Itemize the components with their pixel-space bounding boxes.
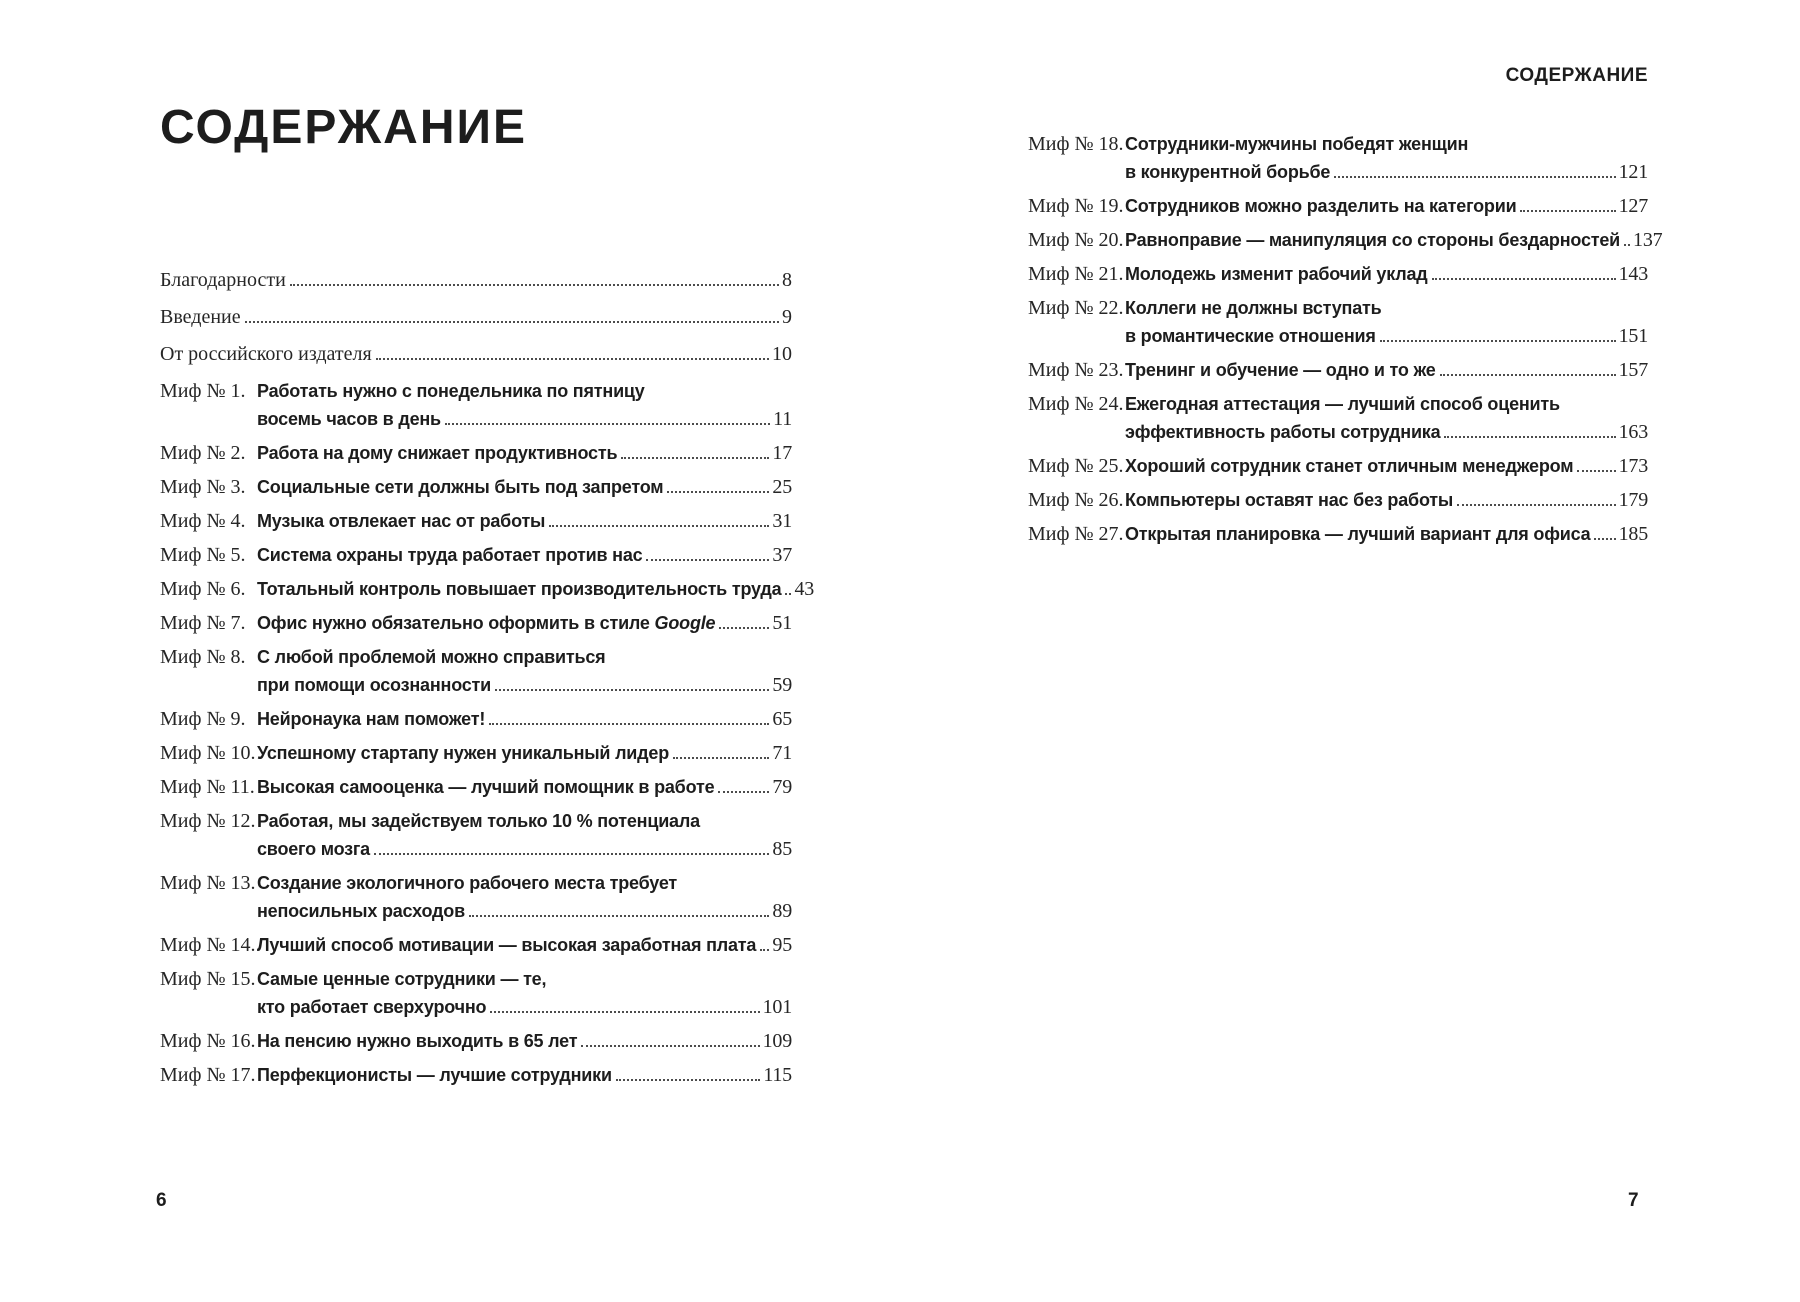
toc-entry-line bbox=[257, 507, 792, 535]
toc-entry-line bbox=[1125, 130, 1648, 158]
toc-entry-title-text: Высокая самооценка — лучший помощник в работе bbox=[257, 777, 715, 797]
toc-entry-line bbox=[257, 739, 792, 767]
toc-entry-number-label: Миф № 9. bbox=[160, 708, 246, 730]
toc-entry-number-label: Миф № 11. bbox=[160, 776, 255, 798]
toc-entry-title-text: Нейронаука нам поможет! bbox=[257, 709, 486, 729]
toc-entry-line bbox=[257, 643, 792, 671]
toc-entry-line bbox=[257, 993, 792, 1021]
running-head: СОДЕРЖАНИЕ bbox=[1505, 65, 1648, 86]
toc-entry-title-text: своего мозга bbox=[257, 839, 370, 859]
dot-leader bbox=[785, 582, 791, 595]
toc-entry bbox=[160, 965, 792, 1021]
dot-leader bbox=[581, 1034, 759, 1047]
toc-entry-title bbox=[257, 575, 815, 603]
toc-entry-line bbox=[257, 1061, 792, 1089]
toc-entry-number-label: Миф № 21. bbox=[1028, 263, 1124, 285]
toc-entry-title bbox=[1125, 486, 1648, 514]
toc-entry-page-number: 9 bbox=[782, 306, 792, 328]
toc-entry-title bbox=[257, 473, 792, 501]
toc-entry-title bbox=[1125, 520, 1648, 548]
toc-entry-number-label: Миф № 23. bbox=[1028, 359, 1124, 381]
toc-entry-title bbox=[257, 931, 792, 959]
toc-entry-title-text: Хороший сотрудник станет отличным менеджером bbox=[1125, 456, 1574, 476]
toc-entry bbox=[160, 1027, 792, 1055]
toc-entry-page-number: 59 bbox=[772, 674, 792, 696]
toc-entry bbox=[160, 609, 792, 637]
toc-entry-page-number: 8 bbox=[782, 269, 792, 291]
toc-entry bbox=[160, 931, 792, 959]
toc-entry-list-right bbox=[1028, 130, 1663, 548]
toc-entry-line bbox=[1125, 520, 1648, 548]
toc-entry-number-label: Миф № 1. bbox=[160, 380, 246, 402]
toc-entry-page-number: 10 bbox=[772, 343, 792, 365]
toc-entry-title bbox=[1125, 356, 1648, 384]
toc-entry-title-text: Благодарности bbox=[160, 269, 286, 291]
toc-entry-page-number: 109 bbox=[762, 1030, 792, 1052]
toc-entry-page-number: 37 bbox=[772, 544, 792, 566]
toc-entry-title-text: Равноправие — манипуляция со стороны бездарностей bbox=[1125, 230, 1621, 250]
toc-entry-page-number: 157 bbox=[1618, 359, 1648, 381]
toc-entry-title bbox=[257, 541, 792, 569]
toc-entry bbox=[1028, 294, 1648, 350]
toc-entry-page-number: 43 bbox=[794, 578, 815, 600]
toc-entry bbox=[160, 807, 792, 863]
toc-entry-line bbox=[1125, 192, 1648, 220]
toc-entry-title bbox=[257, 609, 792, 637]
toc-entry-page-number: 173 bbox=[1618, 455, 1648, 477]
toc-entry-page-number: 11 bbox=[773, 408, 792, 430]
toc-entry bbox=[1028, 452, 1648, 480]
toc-entry-title-text: Создание экологичного рабочего места требует bbox=[257, 873, 678, 893]
toc-entry-page-number: 95 bbox=[772, 934, 792, 956]
dot-leader bbox=[495, 678, 769, 691]
toc-entry-line bbox=[257, 773, 792, 801]
toc-entry-title bbox=[1125, 260, 1648, 288]
toc-entry-number-label: Миф № 19. bbox=[1028, 195, 1124, 217]
toc-entry-title-text: От российского издателя bbox=[160, 343, 372, 365]
toc-entry bbox=[1028, 226, 1663, 254]
toc-entry-title-text: Ежегодная аттестация — лучший способ оценить bbox=[1125, 394, 1560, 414]
toc-entry-number-label: Миф № 24. bbox=[1028, 393, 1124, 415]
dot-leader bbox=[1457, 493, 1616, 506]
toc-entry bbox=[160, 541, 792, 569]
toc-entry-number-label: Миф № 3. bbox=[160, 476, 246, 498]
toc-entry-title bbox=[257, 869, 792, 925]
toc-entry bbox=[1028, 520, 1648, 548]
toc-entry-page-number: 25 bbox=[772, 476, 792, 498]
toc-entry-number-label: Миф № 16. bbox=[160, 1030, 256, 1052]
dot-leader bbox=[290, 273, 779, 286]
toc-entry-page-number: 163 bbox=[1618, 421, 1648, 443]
dot-leader bbox=[549, 514, 769, 527]
toc-entry-line bbox=[1125, 158, 1648, 186]
toc-entry-number-label: Миф № 6. bbox=[160, 578, 246, 600]
dot-leader bbox=[616, 1068, 761, 1081]
toc-entry bbox=[1028, 486, 1648, 514]
toc-entry bbox=[160, 473, 792, 501]
toc-entry-page-number: 71 bbox=[772, 742, 792, 764]
dot-leader bbox=[1444, 425, 1615, 438]
toc-entry-line bbox=[1125, 356, 1648, 384]
toc-entry-line bbox=[1125, 294, 1648, 322]
toc-entry bbox=[160, 439, 792, 467]
toc-entry bbox=[160, 1061, 792, 1089]
toc-entry-number-label: Миф № 17. bbox=[160, 1064, 256, 1086]
toc-entry-page-number: 79 bbox=[772, 776, 792, 798]
dot-leader bbox=[1440, 363, 1616, 376]
toc-entry bbox=[1028, 356, 1648, 384]
toc-entry-title-text: при помощи осознанности bbox=[257, 675, 492, 695]
toc-entry-title bbox=[1125, 294, 1648, 350]
toc-entry-title bbox=[1125, 130, 1648, 186]
toc-entry-line bbox=[257, 869, 792, 897]
toc-entry-line bbox=[257, 377, 792, 405]
toc-entry-line bbox=[1125, 260, 1648, 288]
toc-entry-title-text: Открытая планировка — лучший вариант для офиса bbox=[1125, 524, 1591, 544]
toc-entry-title-text: Коллеги не должны вступать bbox=[1125, 298, 1382, 318]
toc-entry-title-text: На пенсию нужно выходить в 65 лет bbox=[257, 1031, 578, 1051]
dot-leader bbox=[1594, 527, 1615, 540]
dot-leader bbox=[469, 904, 769, 917]
toc-title: СОДЕРЖАНИЕ bbox=[160, 101, 527, 154]
toc-entry-title bbox=[257, 439, 792, 467]
toc-entry bbox=[160, 739, 792, 767]
toc-entry-number-label: Миф № 18. bbox=[1028, 133, 1124, 155]
dot-leader bbox=[1577, 459, 1615, 472]
dot-leader bbox=[376, 347, 769, 360]
toc-entry-title-text: Введение bbox=[160, 306, 241, 328]
toc-entry-title-text: эффективность работы сотрудника bbox=[1125, 422, 1441, 442]
toc-entry-line bbox=[257, 897, 792, 925]
toc-entry-line bbox=[160, 340, 792, 368]
toc-entry-title-text: Сотрудники-мужчины победят женщин bbox=[1125, 134, 1469, 154]
toc-entry bbox=[1028, 390, 1648, 446]
toc-entry-title bbox=[1125, 192, 1648, 220]
toc-entry-title bbox=[257, 773, 792, 801]
toc-entry-title bbox=[1125, 226, 1663, 254]
toc-entry-page-number: 31 bbox=[772, 510, 792, 532]
toc-entry-number-label: Миф № 22. bbox=[1028, 297, 1124, 319]
toc-entry-title-text: Самые ценные сотрудники — те, bbox=[257, 969, 547, 989]
dot-leader bbox=[719, 616, 769, 629]
toc-entry bbox=[160, 869, 792, 925]
toc-entry-number-label: Миф № 25. bbox=[1028, 455, 1124, 477]
toc-entry-number-label: Миф № 4. bbox=[160, 510, 246, 532]
toc-entry-title bbox=[1125, 452, 1648, 480]
toc-entry bbox=[1028, 260, 1648, 288]
dot-leader bbox=[621, 446, 769, 459]
toc-entry-number-label: Миф № 14. bbox=[160, 934, 256, 956]
toc-entry bbox=[1028, 192, 1648, 220]
toc-entry-title-text: Работая, мы задействуем только 10 % потенциала bbox=[257, 811, 700, 831]
toc-entry-number-label: Миф № 2. bbox=[160, 442, 246, 464]
toc-entry-title-text: в конкурентной борьбе bbox=[1125, 162, 1331, 182]
toc-entry-title-text: Компьютеры оставят нас без работы bbox=[1125, 490, 1454, 510]
toc-entry-page-number: 51 bbox=[772, 612, 792, 634]
toc-entry-line bbox=[1125, 418, 1648, 446]
toc-entry-title bbox=[1125, 390, 1648, 446]
dot-leader bbox=[646, 548, 769, 561]
toc-entry-line bbox=[160, 266, 792, 294]
toc-entry-title-text: в романтические отношения bbox=[1125, 326, 1376, 346]
toc-entry-title-text: Тотальный контроль повышает производительность труда bbox=[257, 579, 782, 599]
toc-entry-page-number: 137 bbox=[1633, 229, 1663, 251]
toc-entry-page-number: 17 bbox=[772, 442, 792, 464]
page-number-left: 6 bbox=[156, 1190, 167, 1211]
toc-entry-line bbox=[257, 575, 815, 603]
dot-leader bbox=[673, 746, 769, 759]
toc-entry-line bbox=[257, 705, 792, 733]
toc-entry-page-number: 115 bbox=[763, 1064, 792, 1086]
toc-entry-title-text: Сотрудников можно разделить на категории bbox=[1125, 196, 1517, 216]
toc-entry-page-number: 151 bbox=[1618, 325, 1648, 347]
dot-leader bbox=[1380, 329, 1616, 342]
toc-entry-line bbox=[257, 439, 792, 467]
toc-entry-line bbox=[257, 405, 792, 433]
toc-entry bbox=[160, 507, 792, 535]
toc-entry-line bbox=[257, 671, 792, 699]
toc-entry bbox=[160, 340, 792, 368]
dot-leader bbox=[445, 412, 770, 425]
toc-entry-line bbox=[1125, 226, 1663, 254]
toc-entry-line bbox=[1125, 390, 1648, 418]
toc-entry-line bbox=[1125, 322, 1648, 350]
toc-entry bbox=[160, 705, 792, 733]
toc-entry-title bbox=[160, 266, 792, 294]
dot-leader bbox=[489, 712, 769, 725]
toc-entry-line bbox=[257, 473, 792, 501]
toc-entry-number-label: Миф № 7. bbox=[160, 612, 246, 634]
toc-entry-page-number: 185 bbox=[1618, 523, 1648, 545]
toc-entry-number-label: Миф № 13. bbox=[160, 872, 256, 894]
left-page bbox=[160, 100, 815, 1095]
dot-leader bbox=[1520, 199, 1615, 212]
toc-entry-title-text: Молодежь изменит рабочий уклад bbox=[1125, 264, 1428, 284]
toc-entry-page-number: 65 bbox=[772, 708, 792, 730]
toc-entry-list-left bbox=[160, 266, 815, 1089]
toc-entry-number-label: Миф № 15. bbox=[160, 968, 256, 990]
page-number-right: 7 bbox=[1628, 1190, 1639, 1211]
toc-entry bbox=[160, 377, 792, 433]
dot-leader bbox=[1432, 267, 1616, 280]
toc-entry-line bbox=[257, 609, 792, 637]
right-page bbox=[1028, 64, 1663, 554]
toc-entry-title-text: восемь часов в день bbox=[257, 409, 441, 429]
toc-entry-page-number: 85 bbox=[772, 838, 792, 860]
toc-entry-title bbox=[160, 303, 792, 331]
toc-entry-page-number: 143 bbox=[1618, 263, 1648, 285]
toc-entry-title-text: кто работает сверхурочно bbox=[257, 997, 487, 1017]
toc-entry-line bbox=[160, 303, 792, 331]
toc-entry-title-text: Система охраны труда работает против нас bbox=[257, 545, 643, 565]
toc-entry-number-label: Миф № 27. bbox=[1028, 523, 1124, 545]
toc-entry-title-text: Лучший способ мотивации — высокая заработная плата bbox=[257, 935, 757, 955]
toc-entry-line bbox=[257, 807, 792, 835]
toc-entry-line bbox=[1125, 486, 1648, 514]
toc-entry-title bbox=[257, 1061, 792, 1089]
toc-entry-title-text: Музыка отвлекает нас от работы bbox=[257, 511, 546, 531]
toc-entry-page-number: 101 bbox=[762, 996, 792, 1018]
toc-entry-title bbox=[257, 965, 792, 1021]
toc-entry-number-label: Миф № 20. bbox=[1028, 229, 1124, 251]
toc-entry-number-label: Миф № 5. bbox=[160, 544, 246, 566]
toc-entry-title-text: Офис нужно обязательно оформить в стиле bbox=[257, 613, 655, 633]
toc-entry-number-label: Миф № 8. bbox=[160, 646, 246, 668]
toc-entry-title-text: Тренинг и обучение — одно и то же bbox=[1125, 360, 1436, 380]
toc-entry-line bbox=[257, 1027, 792, 1055]
dot-leader bbox=[245, 310, 779, 323]
dot-leader bbox=[1624, 233, 1630, 246]
toc-entry-page-number: 89 bbox=[772, 900, 792, 922]
toc-entry bbox=[1028, 130, 1648, 186]
toc-entry-line bbox=[257, 931, 792, 959]
dot-leader bbox=[374, 842, 769, 855]
toc-entry-line bbox=[257, 835, 792, 863]
toc-entry-title bbox=[257, 507, 792, 535]
toc-entry-title-text: Успешному стартапу нужен уникальный лидер bbox=[257, 743, 670, 763]
toc-entry-title-text: Работать нужно с понедельника по пятницу bbox=[257, 381, 645, 401]
toc-entry-line bbox=[257, 965, 792, 993]
toc-entry-title bbox=[257, 807, 792, 863]
toc-entry-title-text: Перфекционисты — лучшие сотрудники bbox=[257, 1065, 612, 1085]
toc-entry-title bbox=[257, 739, 792, 767]
toc-entry bbox=[160, 773, 792, 801]
toc-entry-title bbox=[160, 340, 792, 368]
toc-entry-number-label: Миф № 26. bbox=[1028, 489, 1124, 511]
toc-entry-page-number: 121 bbox=[1618, 161, 1648, 183]
toc-entry-title-text: Социальные сети должны быть под запретом bbox=[257, 477, 664, 497]
toc-entry-title bbox=[257, 1027, 792, 1055]
toc-entry-page-number: 127 bbox=[1618, 195, 1648, 217]
toc-entry-page-number: 179 bbox=[1618, 489, 1648, 511]
toc-entry-title bbox=[257, 643, 792, 699]
toc-entry bbox=[160, 643, 792, 699]
dot-leader bbox=[760, 938, 769, 951]
toc-entry-line bbox=[1125, 452, 1648, 480]
toc-entry-number-label: Миф № 12. bbox=[160, 810, 256, 832]
toc-entry-number-label: Миф № 10. bbox=[160, 742, 256, 764]
dot-leader bbox=[718, 780, 769, 793]
toc-entry-title bbox=[257, 705, 792, 733]
toc-entry bbox=[160, 575, 815, 603]
dot-leader bbox=[667, 480, 769, 493]
toc-entry-line bbox=[257, 541, 792, 569]
toc-entry-title-text: Работа на дому снижает продуктивность bbox=[257, 443, 618, 463]
dot-leader bbox=[490, 1000, 759, 1013]
dot-leader bbox=[1334, 165, 1615, 178]
toc-entry bbox=[160, 266, 792, 294]
toc-entry-title-text: С любой проблемой можно справиться bbox=[257, 647, 606, 667]
toc-entry-title bbox=[257, 377, 792, 433]
toc-entry-title-italic-text: Google bbox=[654, 613, 716, 633]
toc-entry-title-text: непосильных расходов bbox=[257, 901, 465, 921]
toc-entry bbox=[160, 303, 792, 331]
